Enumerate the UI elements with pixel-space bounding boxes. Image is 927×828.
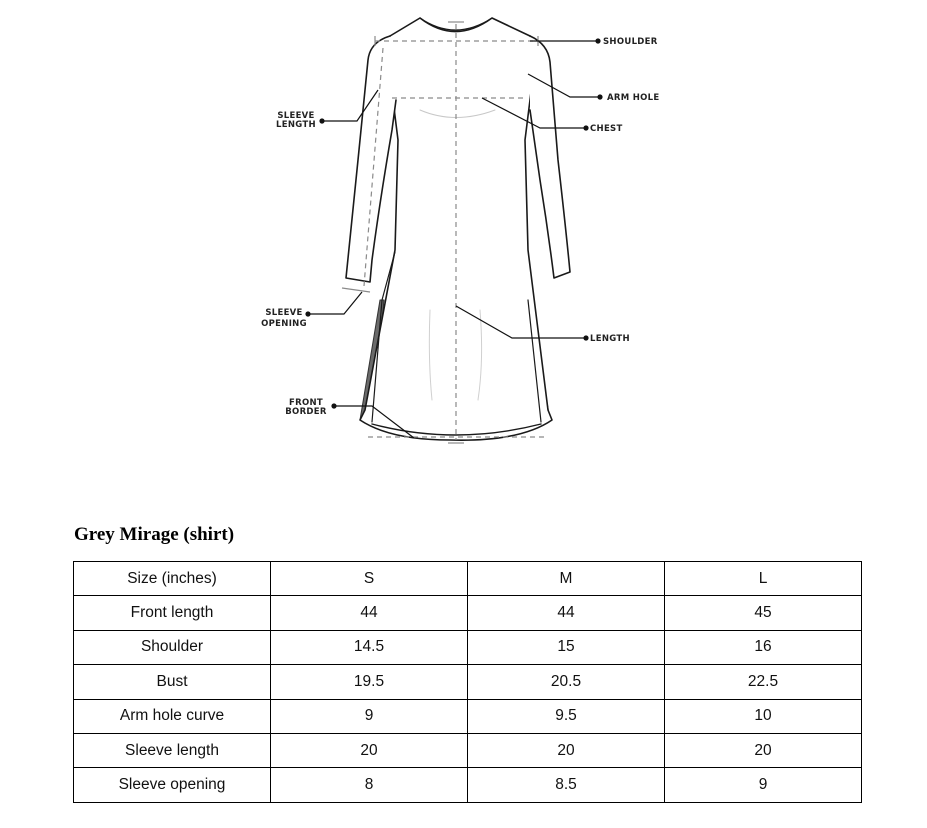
table-cell: Sleeve length xyxy=(74,733,271,767)
table-cell: 9.5 xyxy=(468,699,665,733)
table-cell: 19.5 xyxy=(271,665,468,699)
table-row xyxy=(74,733,862,767)
table-cell: 9 xyxy=(665,768,862,802)
arm-hole-label: ARM HOLE xyxy=(607,93,660,103)
table-cell: 16 xyxy=(665,630,862,664)
sleeve-length-label-line1: SLEEVE xyxy=(277,111,315,121)
table-cell: 44 xyxy=(468,596,665,630)
table-cell: Shoulder xyxy=(74,630,271,664)
chest-label: CHEST xyxy=(590,124,623,134)
table-cell: 8 xyxy=(271,768,468,802)
table-cell: 20 xyxy=(665,733,862,767)
table-row xyxy=(74,768,862,802)
header-cell: Size (inches) xyxy=(74,562,271,596)
product-title: Grey Mirage (shirt) xyxy=(74,524,235,545)
header-cell: S xyxy=(271,562,468,596)
header-cell: L xyxy=(665,562,862,596)
table-cell: 9 xyxy=(271,699,468,733)
table-row xyxy=(74,596,862,630)
table-cell: 20.5 xyxy=(468,665,665,699)
front-border-label-line2: BORDER xyxy=(285,407,327,417)
header-cell: M xyxy=(468,562,665,596)
table-cell: 10 xyxy=(665,699,862,733)
table-cell: 14.5 xyxy=(271,630,468,664)
sleeve-length-label-line2: LENGTH xyxy=(276,120,316,130)
table-cell: 22.5 xyxy=(665,665,862,699)
shoulder-label: SHOULDER xyxy=(603,37,658,47)
table-cell: Arm hole curve xyxy=(74,699,271,733)
table-cell: Bust xyxy=(74,665,271,699)
table-cell: 45 xyxy=(665,596,862,630)
table-row xyxy=(74,665,862,699)
table-row xyxy=(74,630,862,664)
table-cell: 20 xyxy=(468,733,665,767)
table-cell: Front length xyxy=(74,596,271,630)
table-cell: 44 xyxy=(271,596,468,630)
table-cell: Sleeve opening xyxy=(74,768,271,802)
table-cell: 20 xyxy=(271,733,468,767)
table-row xyxy=(74,699,862,733)
front-border-label-line1: FRONT xyxy=(289,398,323,408)
table-header-row xyxy=(74,562,862,596)
table-cell: 8.5 xyxy=(468,768,665,802)
sleeve-opening-label-line1: SLEEVE xyxy=(265,308,303,318)
size-chart-table xyxy=(73,561,862,803)
table-cell: 15 xyxy=(468,630,665,664)
length-label: LENGTH xyxy=(590,334,630,344)
sleeve-opening-label-line2: OPENING xyxy=(261,319,307,329)
shirt-illustration xyxy=(346,18,570,440)
